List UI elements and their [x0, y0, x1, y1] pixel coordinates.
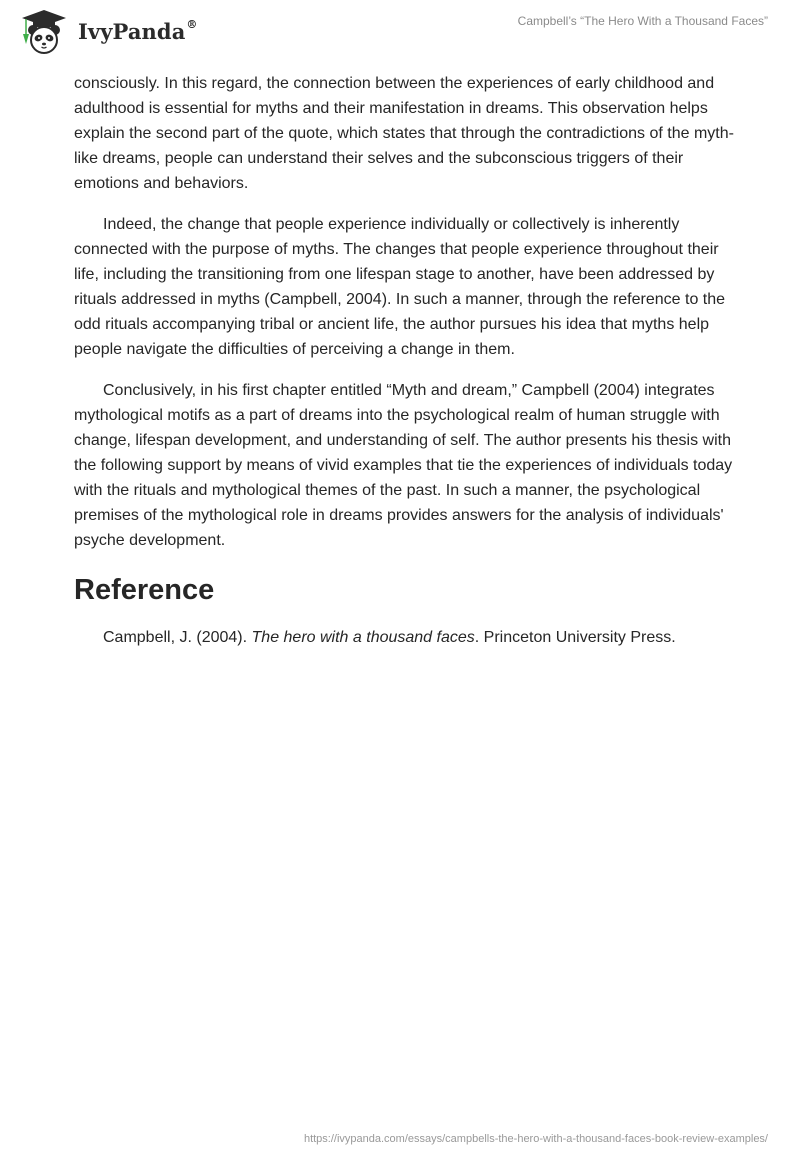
page-header — [0, 0, 800, 64]
document-title: Campbell’s “The Hero With a Thousand Faces” — [517, 14, 768, 28]
paragraph-continuation: consciously. In this regard, the connection between the experiences of early childhood and adulthood is essential for myths and their manifestation in dreams. This observation helps explain the second part of the quote, which states that through the contradictions of the myth-like dreams, people can understand their selves and the subconscious triggers of their emotions and behaviors. — [74, 75, 734, 192]
paragraph-conclusion: Conclusively, in his first chapter entitled “Myth and dream,” Campbell (2004) integrates mythological motifs as a part of dreams into the psychological realm of human struggle with change, lifespan development, and understanding of self. The author presents his thesis with the following support by means of vivid examples that tie the experiences of individuals today with the rituals and mythological themes of the past. In such a manner, the psychological premises of the mythological role in dreams provides answers for the analysis of individuals' psyche development. — [74, 382, 733, 549]
registered-mark: ® — [186, 18, 198, 31]
reference-entry — [74, 625, 734, 650]
panda-graduation-cap-icon[interactable] — [14, 8, 74, 58]
brand-text: IvyPanda — [78, 19, 186, 44]
reference-publisher: . Princeton University Press. — [474, 629, 676, 646]
source-url-link[interactable]: https://ivypanda.com/essays/campbells-the-hero-with-a-thousand-faces-book-review-examples/ — [303, 1133, 768, 1145]
reference-heading: Reference — [74, 574, 215, 606]
essay-content — [74, 71, 734, 650]
brand-name[interactable] — [78, 19, 198, 44]
paragraph-change-and-myths: Indeed, the change that people experience individually or collectively is inherently connected with the purpose of myths. The changes that people experience throughout their life, including the transitioning from one lifespan stage to another, have been addressed by rituals addressed in myths (Campbell, 2004). In such a manner, through the reference to the odd rituals accompanying tribal or ancient life, the author pursues his idea that myths help people navigate the difficulties of perceiving a change in them. — [74, 216, 726, 358]
reference-author-year: Campbell, J. (2004). — [103, 629, 252, 646]
reference-book-title: The hero with a thousand faces — [251, 629, 475, 646]
